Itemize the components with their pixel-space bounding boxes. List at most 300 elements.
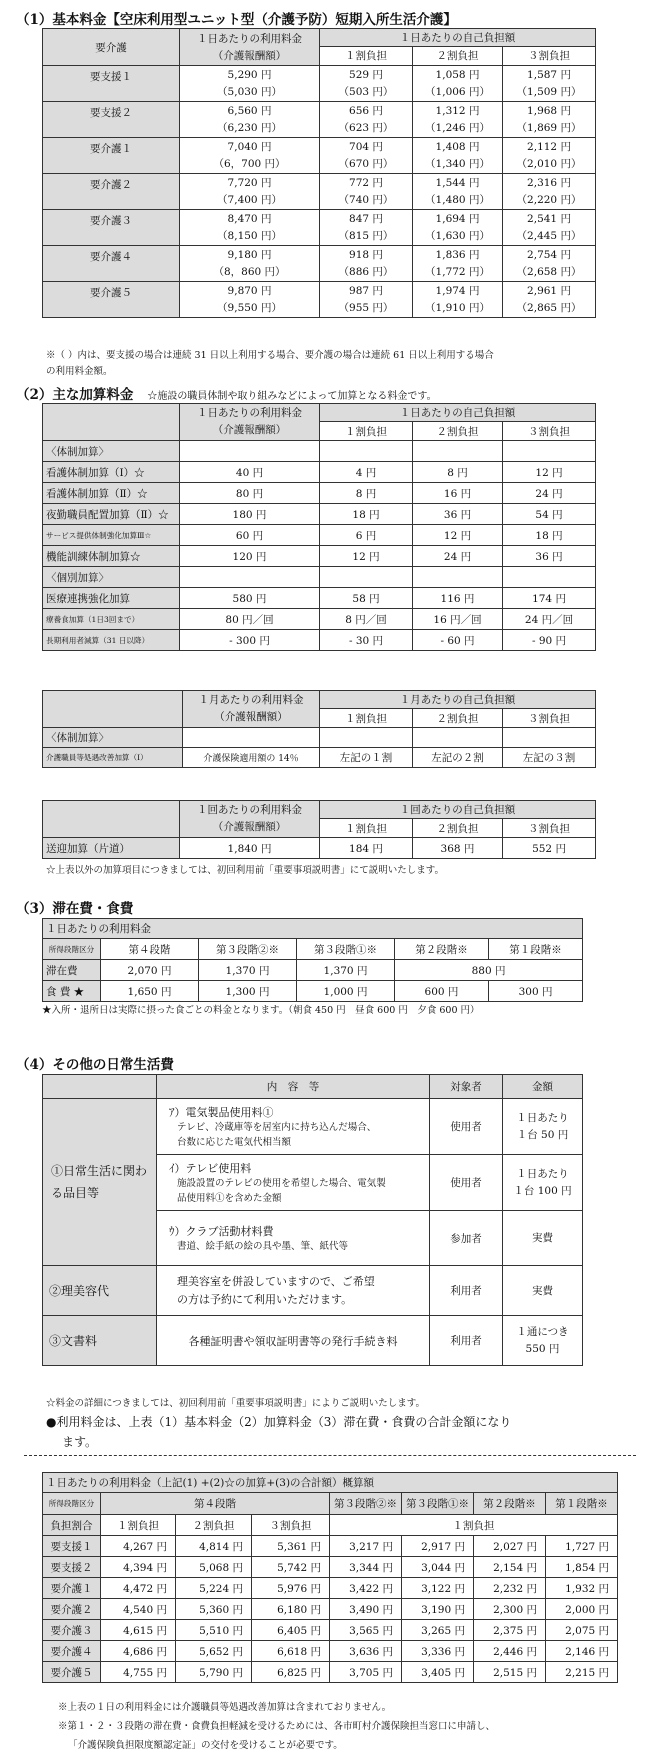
estimate-value: 2,375 円: [474, 1620, 546, 1641]
rate-2-value: 1,312 円: [435, 104, 480, 117]
addition-rate-2: [413, 441, 503, 462]
cell-daily-fee: [180, 66, 320, 102]
section-4-note-3: ます。: [62, 1435, 98, 1449]
addition-rate-1: 6 円: [320, 525, 413, 546]
transport-table: [42, 800, 596, 859]
addition-fee: 580 円: [180, 588, 320, 609]
care-level-label: 要支援２: [43, 102, 180, 138]
addition-rate-3: 54 円: [503, 504, 596, 525]
header-rate-2: ２割負担: [176, 1515, 252, 1536]
care-level-label: 要介護３: [43, 210, 180, 246]
cell-rate-3: [503, 66, 596, 102]
addition-label: 介護職員等処遇改善加算（Ⅰ）: [43, 748, 183, 768]
daily-fee-value: 8,470 円: [227, 212, 272, 225]
rate-3-value: 2,754 円: [527, 248, 571, 261]
documents-desc: 各種証明書や領収証明書等の発行手続き料: [157, 1316, 430, 1366]
table-row: [43, 1536, 618, 1557]
stay-food-table: [42, 918, 583, 1002]
section-2-subtitle: ☆施設の職員体制や取り組みなどによって加算となる料金です。: [147, 391, 437, 402]
table-row: [43, 1620, 618, 1641]
rate-1-value: 704 円: [349, 140, 383, 153]
rate-1-long-term-value: （955 円）: [338, 301, 394, 314]
rate-3-long-term-value: （2,865 円）: [516, 301, 582, 314]
transport-rate-3: 552 円: [503, 838, 596, 859]
estimate-value: 2,917 円: [402, 1536, 474, 1557]
header-rate-1: １割負担: [320, 709, 413, 728]
cell-rate-2: [413, 282, 503, 318]
table-row: [43, 1578, 618, 1599]
addition-rate-3: 24 円／回: [503, 609, 596, 630]
table-row: [43, 588, 596, 609]
table-row: [43, 567, 596, 588]
dashed-divider: [24, 1455, 636, 1456]
addition-fee: 介護保険適用額の 14％: [183, 748, 320, 768]
addition-rate-1: [320, 567, 413, 588]
header-rate-3: ３割負担: [503, 709, 596, 728]
cell-rate-1: [320, 102, 413, 138]
estimate-value: 5,976 円: [252, 1578, 330, 1599]
estimate-value: 6,405 円: [252, 1620, 330, 1641]
table-row: [43, 102, 596, 138]
estimate-value: 4,814 円: [176, 1536, 252, 1557]
addition-label: 看護体制加算（Ⅱ）☆: [43, 483, 180, 504]
estimate-value: 5,360 円: [176, 1599, 252, 1620]
item-content: [157, 1099, 430, 1155]
header-stage: 第１段階※: [546, 1493, 618, 1515]
addition-label: 〈個別加算〉: [43, 567, 180, 588]
daily-fee-value: 7,720 円: [227, 176, 272, 189]
section-5-note-1: ※上表の１日の利用料金には介護職員等処遇改善加算は含まれておりません。: [58, 1702, 392, 1713]
table-row: [43, 462, 596, 483]
estimate-value: 6,825 円: [252, 1662, 330, 1683]
cell-rate-2: [413, 246, 503, 282]
header-share: 負担割合: [43, 1515, 101, 1536]
table-row: [43, 246, 596, 282]
care-level-label: 要支援２: [43, 1557, 101, 1578]
addition-rate-2: [413, 567, 503, 588]
estimate-value: 4,540 円: [101, 1599, 176, 1620]
transport-rate-1: 184 円: [320, 838, 413, 859]
estimate-value: 6,618 円: [252, 1641, 330, 1662]
documents-amount: １通につき 550 円: [503, 1316, 583, 1366]
cell-rate-1: [320, 66, 413, 102]
table-row: [43, 174, 596, 210]
estimate-value: 1,727 円: [546, 1536, 618, 1557]
table-row: [43, 1557, 618, 1578]
header-rate-2: ２割負担: [413, 46, 503, 65]
addition-rate-2: 16 円／回: [413, 609, 503, 630]
estimate-table: [42, 1472, 618, 1683]
header-rate-2: ２割負担: [413, 709, 503, 728]
category-documents: ③文書料: [43, 1316, 157, 1366]
addition-rate-1: 58 円: [320, 588, 413, 609]
cell-rate-3: [503, 102, 596, 138]
rate-2-value: 1,694 円: [435, 212, 480, 225]
rate-3-value: 1,968 円: [527, 104, 571, 117]
item-amount: 実費: [503, 1211, 583, 1266]
addition-rate-3: 174 円: [503, 588, 596, 609]
rate-1-long-term-value: （670 円）: [338, 157, 394, 170]
addition-rate-2: 左記の２割: [413, 748, 503, 768]
stay-cost: 880 円: [395, 960, 583, 981]
addition-rate-1: 8 円: [320, 483, 413, 504]
cell-rate-2: [413, 138, 503, 174]
cell-rate-1: [320, 138, 413, 174]
estimate-value: 3,405 円: [402, 1662, 474, 1683]
addition-rate-3: 24 円: [503, 483, 596, 504]
cell-rate-1: [320, 246, 413, 282]
item-content: [157, 1211, 430, 1266]
beauty-desc: 理美容室を併設していますので、ご希望 の方は予約にて利用いただけます。: [157, 1266, 430, 1316]
estimate-value: 3,422 円: [330, 1578, 402, 1599]
food-cost: 600 円: [395, 981, 489, 1002]
daily-fee-long-term-value: （5,030 円）: [217, 85, 282, 98]
addition-fee: 80 円: [180, 483, 320, 504]
documents-target: 利用者: [430, 1316, 503, 1366]
food-cost: 300 円: [489, 981, 583, 1002]
header-stage: 第１段階※: [489, 939, 583, 960]
stay-label: 滞在費: [43, 960, 101, 981]
header-daily-fee: １日あたりの利用料金 （介護報酬額）: [180, 29, 320, 66]
header-stage: 第４段階: [101, 939, 199, 960]
table-row: [43, 441, 596, 462]
cell-daily-fee: [180, 102, 320, 138]
addition-fee: 80 円／回: [180, 609, 320, 630]
addition-rate-3: 左記の３割: [503, 748, 596, 768]
estimate-value: 5,361 円: [252, 1536, 330, 1557]
estimate-value: 2,515 円: [474, 1662, 546, 1683]
addition-label: 医療連携強化加算: [43, 588, 180, 609]
addition-rate-2: 8 円: [413, 462, 503, 483]
header-rate-1-all: １割負担: [330, 1515, 618, 1536]
rate-2-long-term-value: （1,340 円）: [425, 157, 490, 170]
rate-1-value: 847 円: [349, 212, 383, 225]
header-per-use-self-pay: １回あたりの自己負担額: [320, 801, 596, 819]
addition-fee: 40 円: [180, 462, 320, 483]
estimate-value: 5,510 円: [176, 1620, 252, 1641]
estimate-value: 3,344 円: [330, 1557, 402, 1578]
care-level-label: 要介護２: [43, 1599, 101, 1620]
cell-rate-3: [503, 174, 596, 210]
care-level-label: 要介護５: [43, 1662, 101, 1683]
addition-fee: [180, 441, 320, 462]
rate-3-value: 2,541 円: [527, 212, 571, 225]
header-self-pay: １日あたりの自己負担額: [320, 29, 596, 47]
rate-2-value: 1,058 円: [435, 68, 480, 81]
addition-rate-3: [503, 441, 596, 462]
rate-1-value: 656 円: [349, 104, 383, 117]
cell-daily-fee: [180, 282, 320, 318]
estimate-value: 3,336 円: [402, 1641, 474, 1662]
beauty-target: 利用者: [430, 1266, 503, 1316]
rate-2-long-term-value: （1,480 円）: [425, 193, 490, 206]
stay-cost: 1,370 円: [199, 960, 297, 981]
rate-2-long-term-value: （1,772 円）: [425, 265, 490, 278]
rate-3-long-term-value: （1,869 円）: [516, 121, 582, 134]
section-2-note: ☆上表以外の加算項目につきましては、初回利用前「重要事項説明書」にて説明いたします。: [46, 865, 445, 876]
transport-label: 送迎加算（片道）: [43, 838, 180, 859]
estimate-value: 2,215 円: [546, 1662, 618, 1683]
cell-rate-1: [320, 210, 413, 246]
estimate-value: 5,742 円: [252, 1557, 330, 1578]
item-desc: 施設設置のテレビの使用を希望した場合、電気製 品使用料①を含めた金額: [177, 1177, 386, 1204]
rate-3-long-term-value: （2,658 円）: [516, 265, 582, 278]
estimate-value: 6,180 円: [252, 1599, 330, 1620]
cell-daily-fee: [180, 174, 320, 210]
estimate-value: 4,394 円: [101, 1557, 176, 1578]
section-3-title: （3）滞在費・食費: [16, 901, 134, 917]
beauty-amount: 実費: [503, 1266, 583, 1316]
food-cost: 1,650 円: [101, 981, 199, 1002]
estimate-value: 2,075 円: [546, 1620, 618, 1641]
header-rate-1: １割負担: [320, 46, 413, 65]
header-stage-4: 第４段階: [101, 1493, 330, 1515]
item-target: 参加者: [430, 1211, 503, 1266]
daily-fee-long-term-value: （6，700 円）: [213, 157, 286, 170]
cell-daily-fee: [180, 246, 320, 282]
food-cost: 1,000 円: [297, 981, 395, 1002]
section-4-note-1: ☆料金の詳細につきましては、初回利用前「重要事項説明書」によりご説明いたします。: [46, 1398, 426, 1409]
section-1-note-2: の利用料金額。: [46, 366, 113, 377]
addition-label: 療養食加算（1日3回まで）: [43, 609, 180, 630]
header-stage: 第３段階①※: [297, 939, 395, 960]
estimate-value: 5,652 円: [176, 1641, 252, 1662]
rate-3-value: 2,316 円: [527, 176, 571, 189]
care-level-label: 要介護２: [43, 174, 180, 210]
daily-fee-value: 5,290 円: [227, 68, 272, 81]
estimate-value: 2,446 円: [474, 1641, 546, 1662]
estimate-value: 4,472 円: [101, 1578, 176, 1599]
header-self-pay: １日あたりの自己負担額: [320, 404, 596, 422]
estimate-value: 3,705 円: [330, 1662, 402, 1683]
header-stage: 第３段階②※: [199, 939, 297, 960]
daily-fee-long-term-value: （8，860 円）: [213, 265, 286, 278]
daily-fee-value: 6,560 円: [227, 104, 272, 117]
header-rate-2: ２割負担: [413, 422, 503, 441]
rate-2-value: 1,974 円: [435, 284, 480, 297]
addition-monthly-table: [42, 690, 596, 768]
care-level-label: 要支援１: [43, 1536, 101, 1557]
rate-2-value: 1,544 円: [435, 176, 480, 189]
daily-fee-long-term-value: （8,150 円）: [217, 229, 282, 242]
cell-rate-2: [413, 102, 503, 138]
rate-3-value: 2,961 円: [527, 284, 571, 297]
rate-2-long-term-value: （1,630 円）: [425, 229, 490, 242]
stay-cost: 2,070 円: [101, 960, 199, 981]
care-level-label: 要介護３: [43, 1620, 101, 1641]
addition-fee: 180 円: [180, 504, 320, 525]
section-2-title-text: （2）主な加算料金: [16, 387, 134, 403]
stay-food-caption: １日あたりの利用料金: [43, 919, 583, 939]
header-target: 対象者: [430, 1075, 503, 1099]
addition-daily-table: [42, 403, 596, 651]
section-1-note-1: ※（ ）内は、要支援の場合は連続 31 日以上利用する場合、要介護の場合は連続 61 日以上利用する場合: [46, 350, 494, 361]
cell-rate-1: [320, 174, 413, 210]
addition-label: 夜勤職員配置加算（Ⅱ）☆: [43, 504, 180, 525]
cell-rate-3: [503, 138, 596, 174]
estimate-value: 3,636 円: [330, 1641, 402, 1662]
addition-rate-2: 24 円: [413, 546, 503, 567]
estimate-caption: １日あたりの利用料金（上記(1) +(2)☆の加算+(3)の合計額）概算額: [43, 1473, 618, 1493]
cell-rate-2: [413, 66, 503, 102]
care-level-label: 要介護４: [43, 1641, 101, 1662]
food-cost: 1,300 円: [199, 981, 297, 1002]
category-label: 〈体制加算〉: [43, 728, 183, 748]
addition-rate-2: 116 円: [413, 588, 503, 609]
cell-rate-3: [503, 246, 596, 282]
estimate-value: 3,565 円: [330, 1620, 402, 1641]
estimate-value: 2,232 円: [474, 1578, 546, 1599]
header-amount: 金額: [503, 1075, 583, 1099]
section-4-title: （4）その他の日常生活費: [16, 1057, 174, 1073]
addition-label: 〈体制加算〉: [43, 441, 180, 462]
addition-rate-3: 36 円: [503, 546, 596, 567]
transport-fee: 1,840 円: [180, 838, 320, 859]
estimate-value: 1,932 円: [546, 1578, 618, 1599]
section-5-note-3: 「介護保険負担限度額認定証」の交付を受けることが必要です。: [68, 1740, 343, 1751]
addition-rate-1: [320, 441, 413, 462]
addition-rate-1: 18 円: [320, 504, 413, 525]
section-2-title: [16, 383, 437, 403]
addition-rate-1: - 30 円: [320, 630, 413, 651]
table-row: [43, 609, 596, 630]
care-level-label: 要介護４: [43, 246, 180, 282]
estimate-value: 4,755 円: [101, 1662, 176, 1683]
estimate-value: 4,267 円: [101, 1536, 176, 1557]
header-content: 内 容 等: [157, 1075, 430, 1099]
addition-fee: [180, 567, 320, 588]
rate-2-long-term-value: （1,246 円）: [425, 121, 490, 134]
rate-3-value: 2,112 円: [527, 140, 571, 153]
item-amount: １日あたり １台 100 円: [503, 1155, 583, 1211]
header-per-use-fee: １回あたりの利用料金 （介護報酬額）: [180, 801, 320, 838]
rate-1-long-term-value: （815 円）: [338, 229, 394, 242]
daily-fee-long-term-value: （6,230 円）: [217, 121, 282, 134]
header-stage: 第３段階①※: [402, 1493, 474, 1515]
estimate-value: 4,615 円: [101, 1620, 176, 1641]
section-4-note-2: ●利用料金は、上表（1）基本料金（2）加算料金（3）滞在費・食費の合計金額になり: [46, 1415, 512, 1429]
addition-rate-2: 16 円: [413, 483, 503, 504]
header-care-level: 要介護: [43, 29, 180, 66]
table-row: [43, 483, 596, 504]
addition-fee: - 300 円: [180, 630, 320, 651]
category-beauty: ②理美容代: [43, 1266, 157, 1316]
list-item: [43, 1099, 583, 1155]
category-daily-items: ①日常生活に関わる品目等: [43, 1099, 157, 1266]
rate-1-long-term-value: （503 円）: [338, 85, 394, 98]
cell-rate-1: [320, 282, 413, 318]
estimate-value: 2,027 円: [474, 1536, 546, 1557]
item-content: [157, 1155, 430, 1211]
header-income-stage: 所得段階区分: [43, 1493, 101, 1515]
addition-label: 看護体制加算（Ⅰ）☆: [43, 462, 180, 483]
estimate-value: 2,146 円: [546, 1641, 618, 1662]
daily-fee-long-term-value: （9,550 円）: [217, 301, 282, 314]
header-rate-2: ２割負担: [413, 819, 503, 838]
estimate-value: 3,044 円: [402, 1557, 474, 1578]
table-row: [43, 630, 596, 651]
addition-rate-1: 4 円: [320, 462, 413, 483]
addition-rate-1: 左記の１割: [320, 748, 413, 768]
estimate-value: 2,300 円: [474, 1599, 546, 1620]
rate-3-long-term-value: （1,509 円）: [516, 85, 582, 98]
addition-rate-3: - 90 円: [503, 630, 596, 651]
item-target: 使用者: [430, 1099, 503, 1155]
addition-rate-3: 12 円: [503, 462, 596, 483]
rate-1-value: 987 円: [349, 284, 383, 297]
header-rate-1: １割負担: [101, 1515, 176, 1536]
rate-1-long-term-value: （886 円）: [338, 265, 394, 278]
header-rate-1: １割負担: [320, 422, 413, 441]
transport-rate-2: 368 円: [413, 838, 503, 859]
addition-rate-3: 18 円: [503, 525, 596, 546]
estimate-value: 5,068 円: [176, 1557, 252, 1578]
rate-1-long-term-value: （740 円）: [338, 193, 394, 206]
item-title: ｱ）電気製品使用料①: [169, 1105, 274, 1119]
item-desc: 書道、絵手紙の絵の具や墨、筆、紙代等: [177, 1240, 349, 1252]
estimate-value: 2,000 円: [546, 1599, 618, 1620]
cell-daily-fee: [180, 138, 320, 174]
addition-label: 長期利用者減算（31 日以降）: [43, 630, 180, 651]
header-blank: [43, 801, 180, 838]
item-desc: テレビ、冷蔵庫等を居室内に持ち込んだ場合、 台数に応じた電気代相当額: [177, 1121, 377, 1148]
rate-3-long-term-value: （2,220 円）: [516, 193, 582, 206]
addition-rate-2: 36 円: [413, 504, 503, 525]
header-rate-1: １割負担: [320, 819, 413, 838]
addition-fee: 120 円: [180, 546, 320, 567]
table-row: [43, 210, 596, 246]
header-monthly-self-pay: １月あたりの自己負担額: [320, 691, 596, 709]
addition-label: 機能訓練体制加算☆: [43, 546, 180, 567]
rate-2-value: 1,408 円: [435, 140, 480, 153]
section-1-title: （1）基本料金【空床利用型ユニット型（介護予防）短期入所生活介護】: [16, 12, 457, 28]
section-3-note: ★入所・退所日は実際に摂った食ごとの料金となります。（朝食 450 円 昼食 600 円 夕食 600 円）: [42, 1005, 480, 1016]
header-rate-3: ３割負担: [503, 422, 596, 441]
header-stage: 第２段階※: [395, 939, 489, 960]
rate-1-value: 529 円: [349, 68, 383, 81]
rate-2-long-term-value: （1,910 円）: [425, 301, 490, 314]
estimate-value: 5,224 円: [176, 1578, 252, 1599]
table-row: [43, 1599, 618, 1620]
addition-fee: 60 円: [180, 525, 320, 546]
section-5-note-2: ※第１・２・３段階の滞在費・食費負担軽減を受けるためには、各市町村介護保険担当窓口に申請し、: [58, 1721, 496, 1732]
addition-rate-3: [503, 567, 596, 588]
rate-3-value: 1,587 円: [527, 68, 571, 81]
item-title: ｳ）クラブ活動材料費: [169, 1224, 274, 1238]
estimate-value: 3,490 円: [330, 1599, 402, 1620]
basic-fee-table: [42, 28, 596, 318]
daily-fee-value: 9,180 円: [227, 248, 272, 261]
addition-rate-1: 12 円: [320, 546, 413, 567]
addition-rate-1: 8 円／回: [320, 609, 413, 630]
item-title: ｲ）テレビ使用料: [169, 1161, 252, 1175]
stay-cost: 1,370 円: [297, 960, 395, 981]
cell-rate-2: [413, 210, 503, 246]
table-row: [43, 546, 596, 567]
other-costs-table: [42, 1074, 583, 1366]
table-row: [43, 525, 596, 546]
addition-rate-2: 12 円: [413, 525, 503, 546]
estimate-value: 3,265 円: [402, 1620, 474, 1641]
table-row: [43, 138, 596, 174]
care-level-label: 要支援１: [43, 66, 180, 102]
cell-daily-fee: [180, 210, 320, 246]
cell-rate-2: [413, 174, 503, 210]
daily-fee-value: 7,040 円: [227, 140, 272, 153]
item-target: 使用者: [430, 1155, 503, 1211]
estimate-value: 3,122 円: [402, 1578, 474, 1599]
header-rate-3: ３割負担: [503, 46, 596, 65]
